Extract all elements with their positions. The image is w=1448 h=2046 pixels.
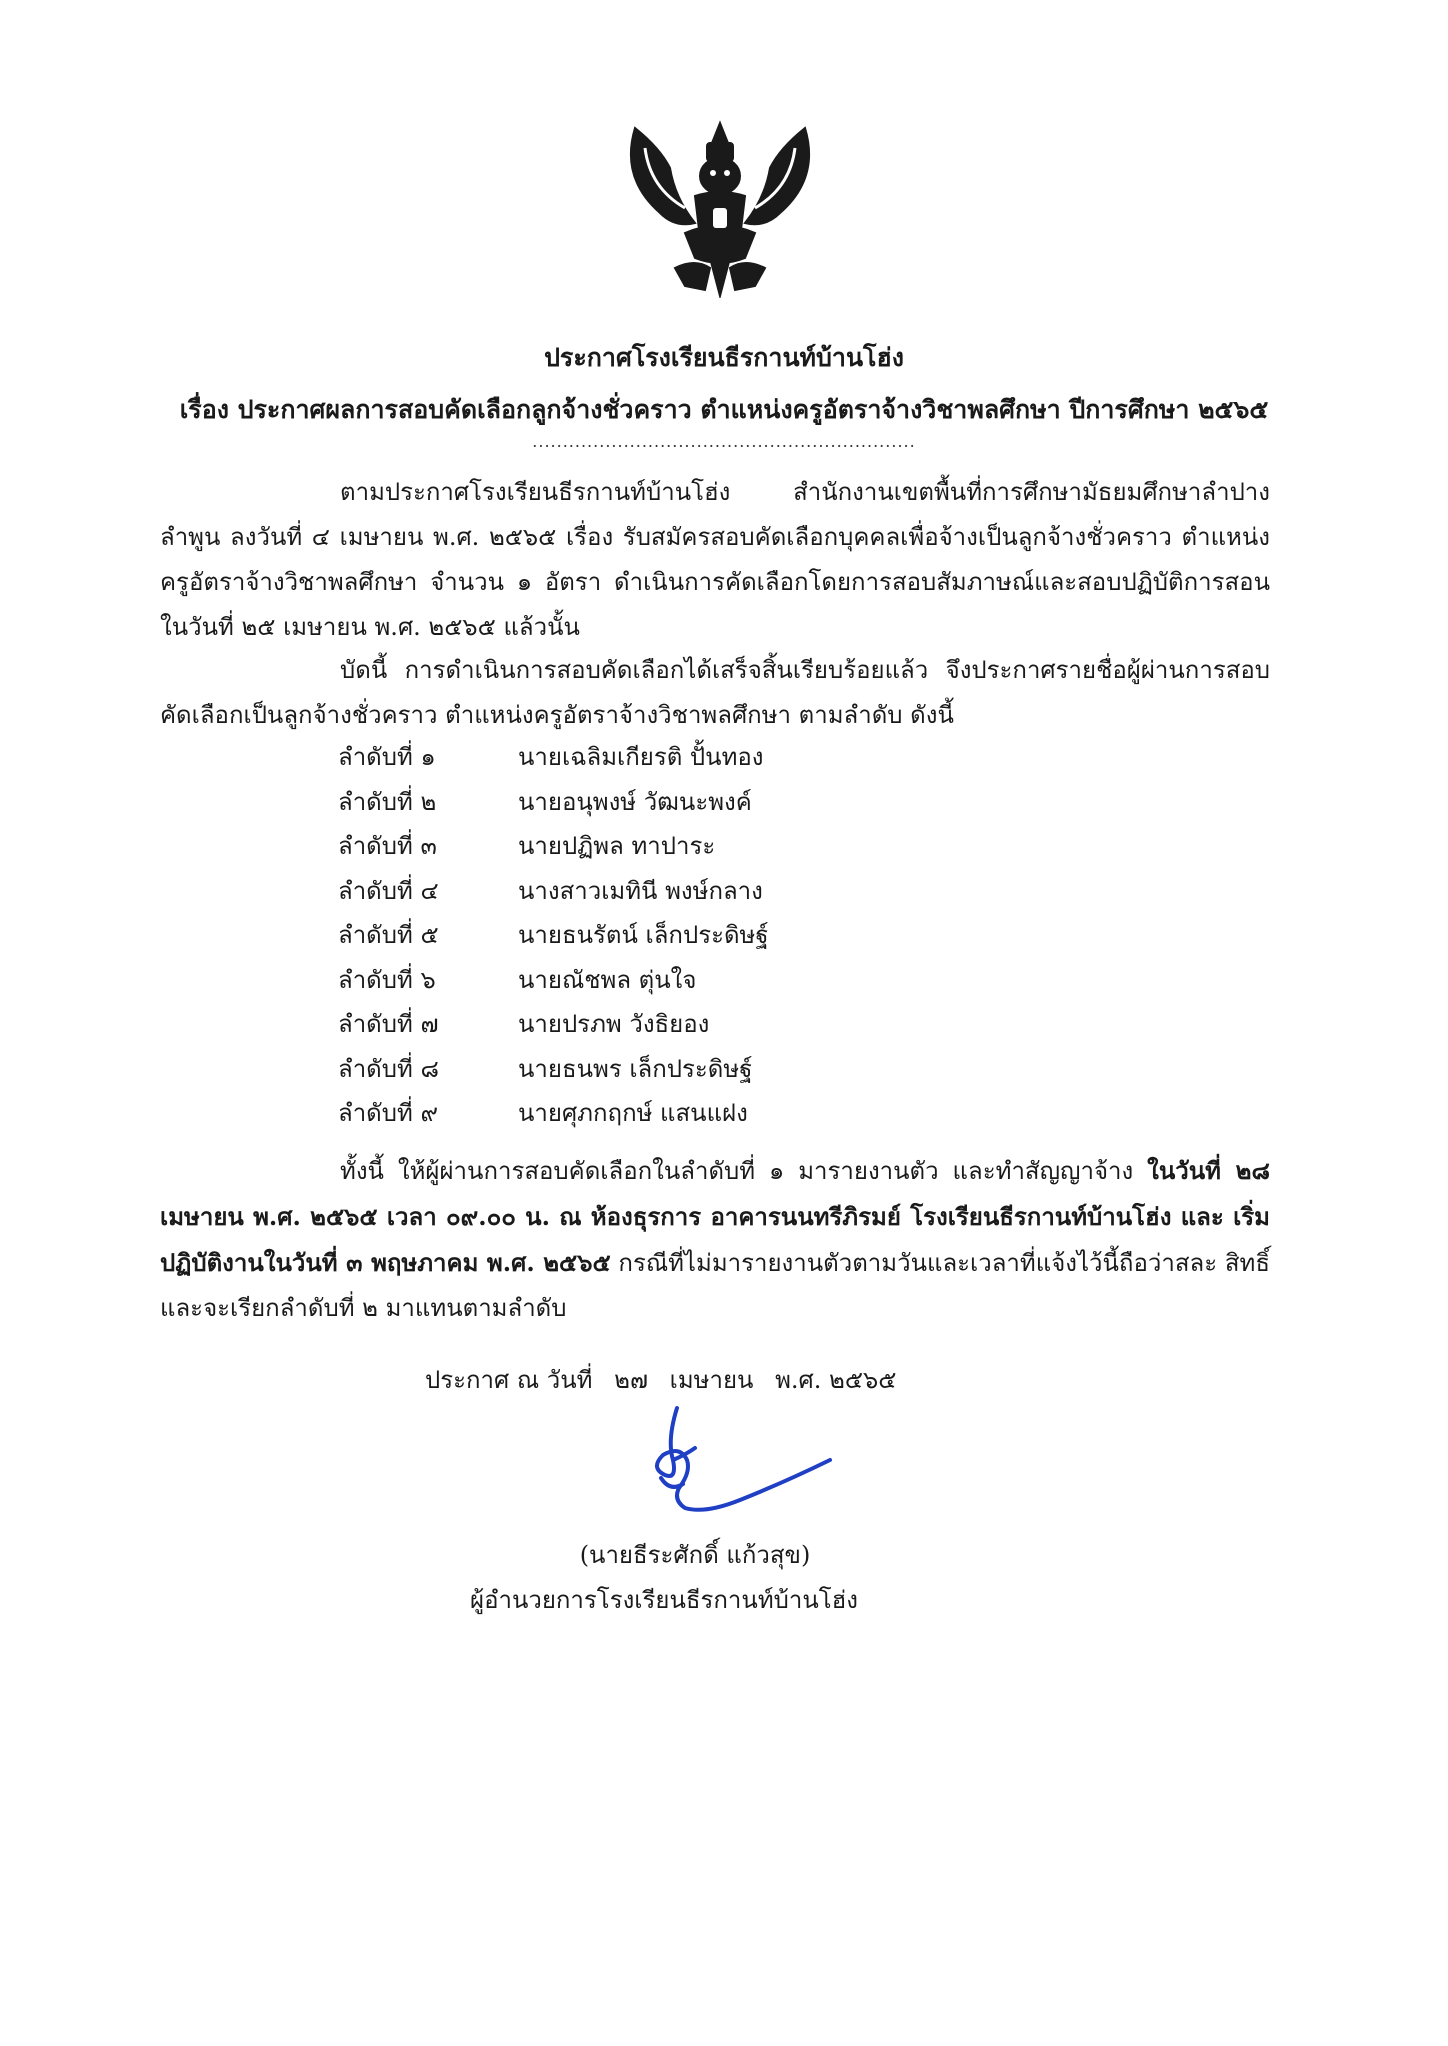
ranking-list [338, 735, 769, 1136]
candidate-name: นายณัชพล ตุ่นใจ [518, 965, 697, 994]
rank-label: ลำดับที่ ๘ [338, 1054, 439, 1083]
rank-label: ลำดับที่ ๔ [338, 876, 439, 905]
signer-name: (นายธีระศักดิ์ แก้วสุข) [579, 1541, 811, 1569]
date-year: พ.ศ. ๒๕๖๕ [775, 1366, 897, 1394]
signature-icon [625, 1400, 845, 1530]
list-item [338, 1047, 769, 1092]
garuda-emblem-icon [615, 118, 825, 298]
rank-label: ลำดับที่ ๕ [338, 921, 439, 949]
list-item [338, 1002, 769, 1047]
rank-label: ลำดับที่ ๖ [338, 965, 436, 994]
list-item [338, 958, 769, 1003]
candidate-name: นางสาวเมทินี พงษ์กลาง [518, 876, 763, 905]
rank-label: ลำดับที่ ๒ [338, 787, 437, 816]
list-item [338, 869, 769, 914]
list-item [338, 913, 769, 958]
signer-position: ผู้อำนวยการโรงเรียนธีรกานท์บ้านโฮ่ง [470, 1586, 859, 1614]
candidate-name: นายปฏิพล ทาปาระ [518, 832, 716, 860]
rank-label: ลำดับที่ ๓ [338, 832, 437, 860]
candidate-name: นายปรภพ วังธิยอง [518, 1010, 710, 1038]
list-item [338, 824, 769, 869]
paragraph-report-instructions: ทั้งนี้ ให้ผู้ผ่านการสอบคัดเลือกในลำดับที่ ๑ มารายงานตัว และทำสัญญาจ้าง ในวันที่ ๒๘ เมษายน พ.ศ. ๒๕๖๕ เวลา ๐๙.๐๐ น. ณ ห้องธุรการ อาคารนนทรีภิรมย์ โรงเรียนธีรกานท์บ้านโฮ่ง และ เริ่มปฏิบัติงานในวันที่ ๓ พฤษภาคม พ.ศ. ๒๕๖๕ กรณีที่ไม่มารายงานตัวตามวันและเวลาที่แจ้งไว้นี้ถือว่าสละ สิทธิ์และจะเรียกลำดับที่ ๒ มาแทนตามลำดับ [160, 1156, 1271, 1322]
document-subject: เรื่อง ประกาศผลการสอบคัดเลือกลูกจ้างชั่วคราว ตำแหน่งครูอัตราจ้างวิชาพลศึกษา ปีการศึกษา ๒๕๖๕ [179, 395, 1269, 424]
candidate-name: นายธนพร เล็กประดิษฐ์ [518, 1054, 753, 1083]
list-item [338, 1091, 769, 1136]
page-title: ประกาศโรงเรียนธีรกานท์บ้านโฮ่ง [544, 343, 904, 372]
announce-date: ประกาศ ณ วันที่ ๒๗ เมษายน พ.ศ. ๒๕๖๕ [425, 1366, 897, 1394]
paragraph-result: บัดนี้ การดำเนินการสอบคัดเลือกได้เสร็จสิ้นเรียบร้อยแล้ว จึงประกาศรายชื่อผู้ผ่านการสอบ คัดเลือกเป็นลูกจ้างชั่วคราว ตำแหน่งครูอัตราจ้างวิชาพลศึกษา ตามลำดับ ดังนี้ [160, 656, 1270, 729]
rank-label: ลำดับที่ ๗ [338, 1010, 439, 1038]
candidate-name: นายศุภกฤกษ์ แสนแฝง [518, 1099, 748, 1127]
paragraph-announcement-reference: ตามประกาศโรงเรียนธีรกานท์บ้านโฮ่ง สำนักงานเขตพื้นที่การศึกษามัธยมศึกษาลำปาง ลำพูน ลงวันที่ ๔ เมษายน พ.ศ. ๒๕๖๕ เรื่อง รับสมัครสอบคัดเลือกบุคคลเพื่อจ้างเป็นลูกจ้างชั่วคราว ตำแหน่ง ครูอัตราจ้างวิชาพลศึกษา จำนวน ๑ อัตรา ดำเนินการคัดเลือกโดยการสอบสัมภาษณ์และสอบปฏิบัติการสอน ในวันที่ ๒๕ เมษายน พ.ศ. ๒๕๖๕ แล้วนั้น [160, 478, 1270, 641]
separator-dots: ............................................................... [532, 432, 916, 451]
candidate-name: นายอนุพงษ์ วัฒนะพงค์ [518, 787, 752, 816]
list-item [338, 780, 769, 825]
list-item [338, 735, 769, 780]
candidate-name: นายเฉลิมเกียรติ ปั้นทอง [518, 743, 764, 771]
rank-label: ลำดับที่ ๙ [338, 1099, 439, 1127]
rank-label: ลำดับที่ ๑ [338, 743, 436, 771]
date-month: เมษายน [669, 1366, 754, 1394]
candidate-name: นายธนรัตน์ เล็กประดิษฐ์ [518, 921, 769, 949]
date-day: ๒๗ [614, 1366, 648, 1394]
